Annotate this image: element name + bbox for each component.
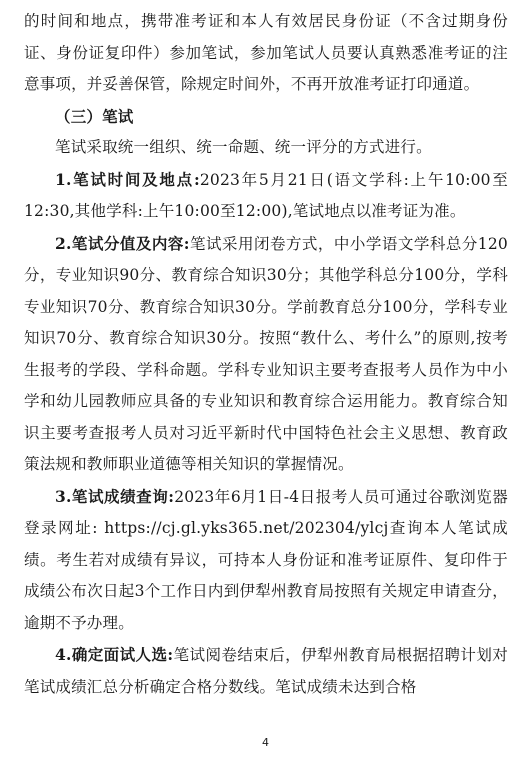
- paragraph-exam-admission: 的时间和地点，携带准考证和本人有效居民身份证（不含过期身份证、身份证复印件）参加笔试，参加笔试人员要认真熟悉准考证的注意事项，并妥善保管，除规定时间外，不再开放准考证打印通道。: [24, 12, 508, 93]
- label-exam-score-content: 2.笔试分值及内容:: [55, 233, 190, 253]
- label-interview-selection: 4.确定面试人选:: [55, 645, 174, 664]
- document-body: [24, 6, 508, 703]
- label-exam-time-location: 1.笔试时间及地点:: [55, 169, 200, 189]
- text-exam-score-content: 笔试采用闭卷方式，中小学语文学科总分120分，专业知识90分、教育综合知识30分；其他学科总分100分，学科专业知识70分、教育综合知识30分。学前教育总分100分，学科专业知识70分、教育综合知识30分。按照“教什么、考什么”的原则,按考生报考的学段、学科命题。学科专业知识主要考查报考人员作为中小学和幼儿园教师应具备的专业知识和教育综合运用能力。教育综合知识主要考查报考人员对习近平新时代中国特色社会主义思想、教育政策法规和教师职业道德等相关知识的掌握情况。: [24, 234, 508, 473]
- page-number: 4: [262, 736, 269, 749]
- label-score-query: 3.笔试成绩查询:: [55, 486, 175, 506]
- paragraph-exam-method: 笔试采取统一组织、统一命题、统一评分的方式进行。: [55, 138, 432, 156]
- paragraph-exam-time-location: [24, 164, 508, 228]
- text-score-query: 2023年6月1日-4日报考人员可通过谷歌浏览器登录网址: https://cj.gl.yks365.net/202304/ylcj查询本人笔试成绩。考生若对成绩有异议，可持本人身份证和准考证原件、复印件于成绩公布次日起3个工作日内到伊犁州教育局按照有关规定申请查分，逾期不予办理。: [24, 487, 508, 632]
- text-exam-time-location: 2023年5月21日(语文学科:上午10:00至12:30,其他学科:上午10:00至12:00),笔试地点以准考证为准。: [24, 170, 509, 220]
- paragraph-score-query: [24, 481, 508, 640]
- section-title-written-exam: （三）笔试: [55, 106, 134, 126]
- paragraph-interview-selection: [24, 639, 508, 703]
- text-interview-selection: 笔试阅卷结束后，伊犁州教育局根据招聘计划对笔试成绩汇总分析确定合格分数线。笔试成绩未达到合格: [24, 646, 508, 696]
- paragraph-exam-score-content: [24, 228, 508, 481]
